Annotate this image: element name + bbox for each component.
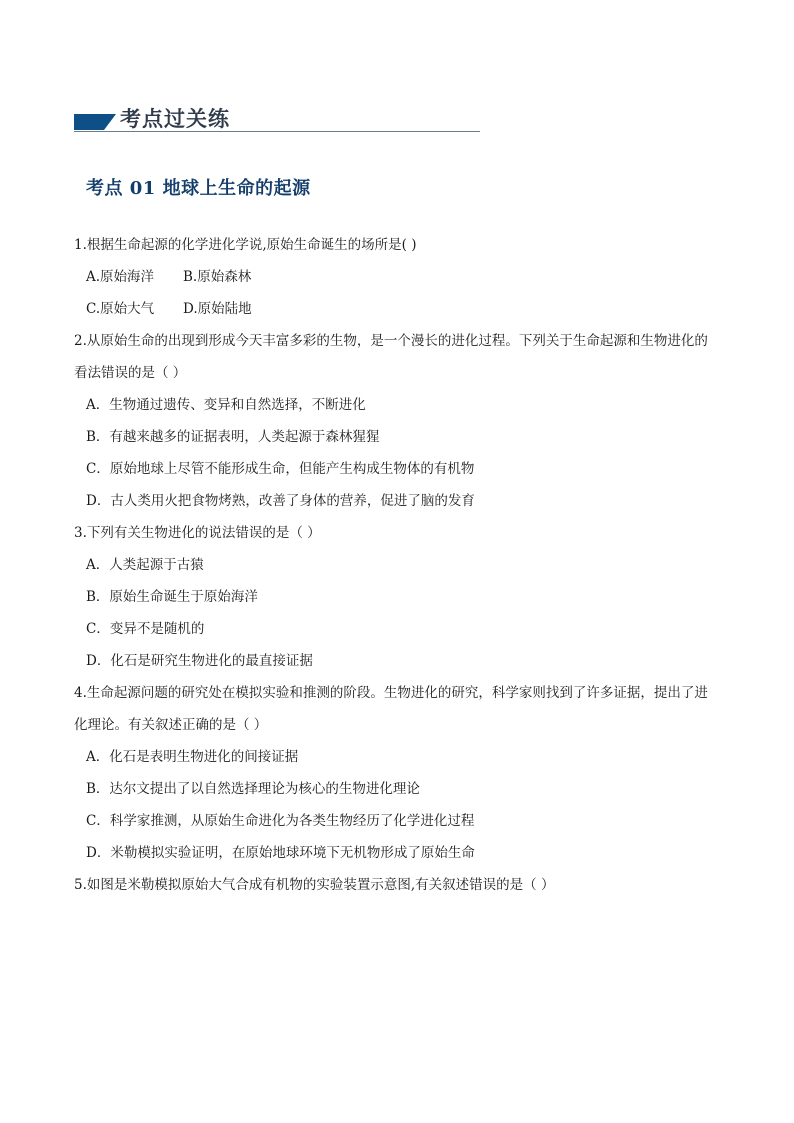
option-text: A.原始海洋 — [86, 269, 155, 285]
option-text: B．原始生命诞生于原始海洋 — [86, 589, 258, 605]
question-text: 1.根据生命起源的化学进化学说,原始生命诞生的场所是( ) — [74, 237, 417, 253]
banner-title: 考点过关练 — [120, 106, 230, 131]
option-row — [74, 261, 726, 293]
banner-underline — [74, 131, 480, 132]
option-text: D.原始陆地 — [183, 301, 252, 317]
question-text: 5.如图是米勒模拟原始大气合成有机物的实验装置示意图,有关叙述错误的是（ ） — [74, 877, 555, 893]
option-text: A．化石是表明生物进化的间接证据 — [86, 749, 299, 765]
banner-triangle — [104, 114, 116, 130]
section-banner — [74, 106, 480, 134]
banner-bar — [74, 114, 104, 130]
option-text: B．有越来越多的证据表明，人类起源于森林猩猩 — [86, 429, 380, 445]
option-text: D．米勒模拟实验证明，在原始地球环境下无机物形成了原始生命 — [86, 845, 475, 861]
option-text: C.原始大气 — [86, 301, 155, 317]
option-text: B.原始森林 — [183, 269, 252, 285]
option-text: A．人类起源于古猿 — [86, 557, 204, 573]
option-text: C．变异不是随机的 — [86, 621, 205, 637]
option-text: B．达尔文提出了以自然选择理论为核心的生物进化理论 — [86, 781, 420, 797]
question-text: 看法错误的是（ ） — [74, 365, 187, 381]
question-list — [74, 229, 726, 901]
question-text: 3.下列有关生物进化的说法错误的是（ ） — [74, 525, 321, 541]
question-text: 化理论。有关叙述正确的是（ ） — [74, 717, 268, 733]
question-text: 2.从原始生命的出现到形成今天丰富多彩的生物，是一个漫长的进化过程。下列关于生命起源和生物进化的 — [74, 333, 708, 349]
option-text: D．古人类用火把食物烤熟，改善了身体的营养，促进了脑的发育 — [86, 493, 475, 509]
option-text: C．科学家推测，从原始生命进化为各类生物经历了化学进化过程 — [86, 813, 475, 829]
question-text: 4.生命起源问题的研究处在模拟实验和推测的阶段。生物进化的研究，科学家则找到了许多证据，提出了进 — [74, 685, 708, 701]
section-title: 考点 01 地球上生命的起源 — [86, 178, 311, 199]
option-row — [74, 293, 726, 325]
option-text: A．生物通过遗传、变异和自然选择，不断进化 — [86, 397, 366, 413]
option-text: C．原始地球上尽管不能形成生命，但能产生构成生物体的有机物 — [86, 461, 475, 477]
option-text: D．化石是研究生物进化的最直接证据 — [86, 653, 313, 669]
